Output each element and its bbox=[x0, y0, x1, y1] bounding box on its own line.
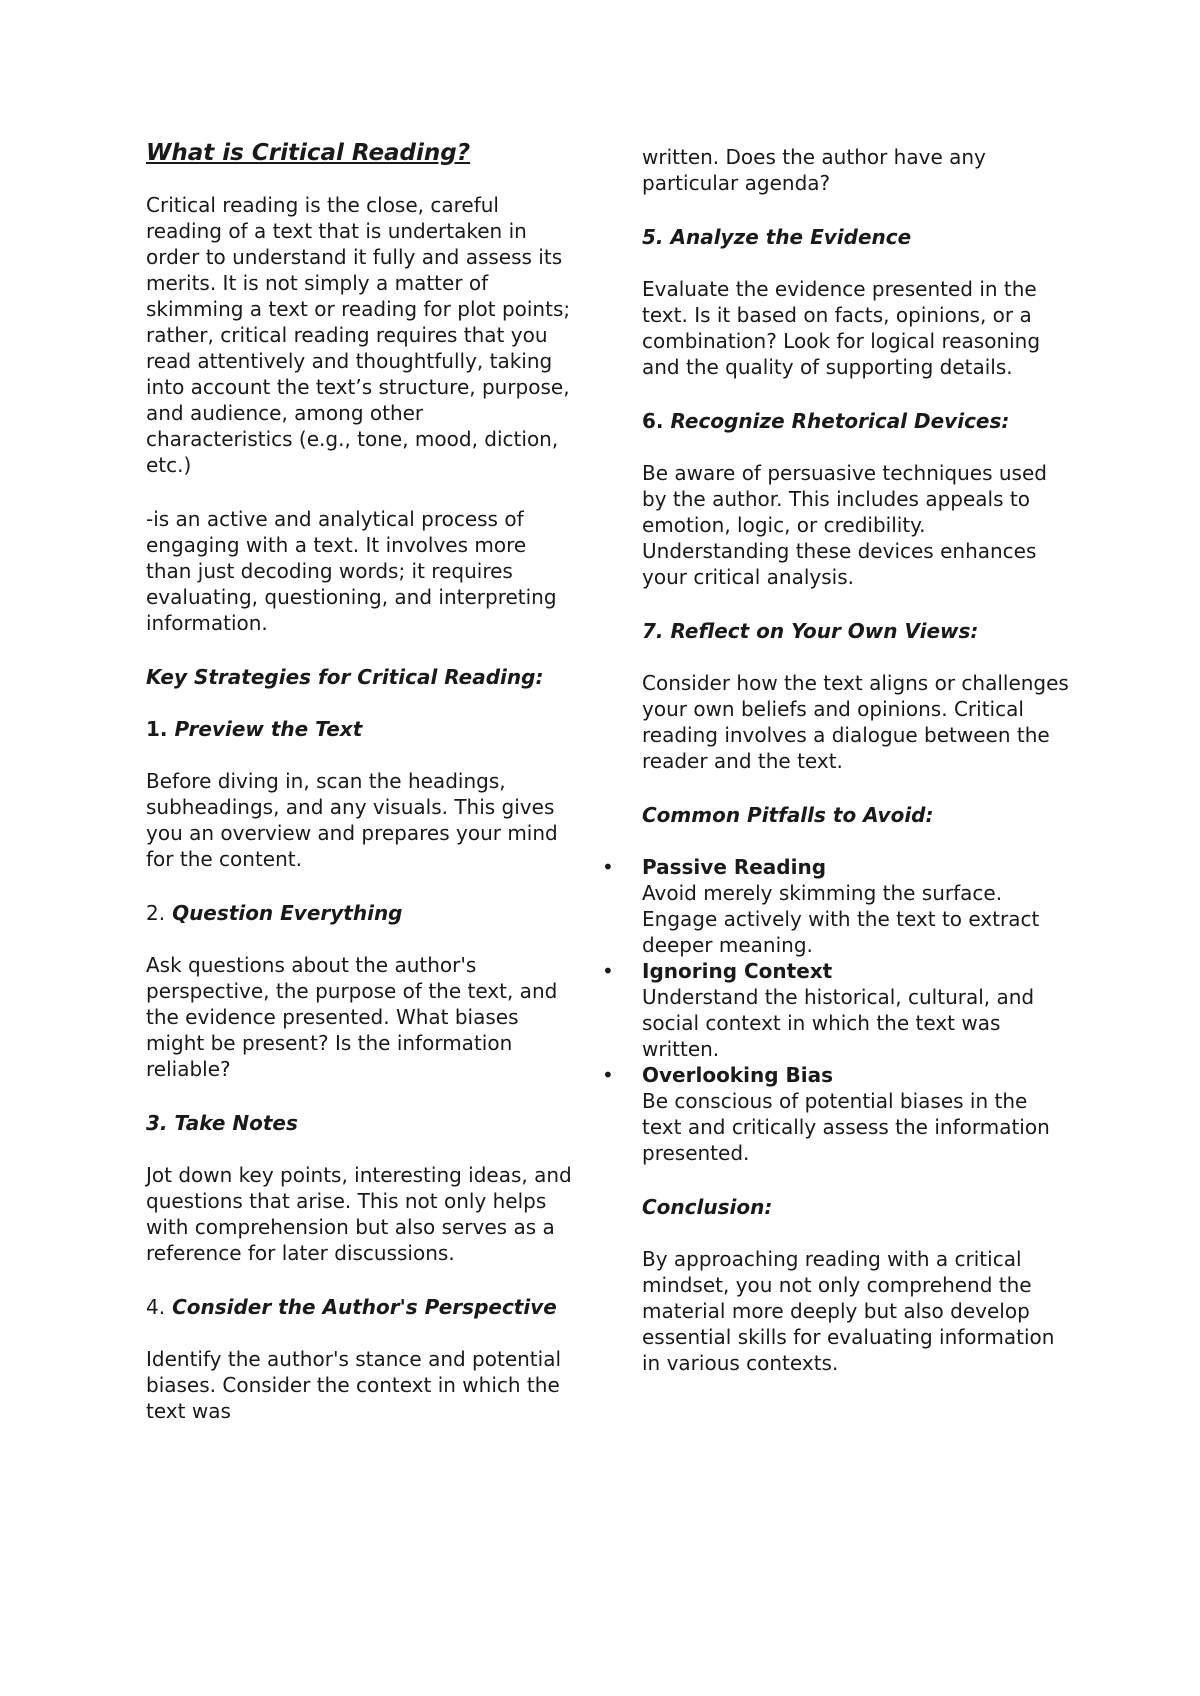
strategy-3-heading bbox=[146, 1110, 576, 1136]
strategy-1-title: Preview the Text bbox=[174, 717, 363, 741]
right-column bbox=[602, 144, 1072, 1404]
pitfall-term: Overlooking Bias bbox=[642, 1063, 833, 1087]
strategy-4-text-part2: written. Does the author have any particular agenda? bbox=[642, 145, 986, 195]
strategies-heading: Key Strategies for Critical Reading: bbox=[146, 665, 544, 689]
document-title: What is Critical Reading? bbox=[146, 140, 471, 166]
strategy-4-text-part1: Identify the author's stance and potential biases. Consider the context in which the text was bbox=[146, 1347, 562, 1423]
strategy-2-text: Ask questions about the author's perspective, the purpose of the text, and the evidence presented. What biases might be present? Is the information reliable? bbox=[146, 953, 558, 1081]
strategy-2-title: Question Everything bbox=[172, 901, 403, 925]
left-column bbox=[146, 140, 576, 1452]
strategy-7-heading bbox=[642, 618, 1072, 644]
list-item bbox=[602, 854, 1072, 958]
strategy-3-text: Jot down key points, interesting ideas, and questions that arise. This not only helps with comprehension but also serves as a reference for later discussions. bbox=[146, 1163, 572, 1265]
bullet-icon: • bbox=[602, 1063, 614, 1087]
strategy-6-number: 6. bbox=[642, 409, 664, 433]
bullet-icon: • bbox=[602, 959, 614, 983]
strategy-6-title: Recognize Rhetorical Devices: bbox=[670, 409, 1010, 433]
intro-paragraph-2: -is an active and analytical process of engaging with a text. It involves more than just decoding words; it requires evaluating, questioning, and interpreting information. bbox=[146, 507, 557, 635]
strategy-1-text: Before diving in, scan the headings, subheadings, and any visuals. This gives you an overview and prepares your mind for the content. bbox=[146, 769, 558, 871]
strategy-5-heading bbox=[642, 224, 1072, 250]
list-item bbox=[602, 958, 1072, 1062]
strategy-7-title: Reflect on Your Own Views: bbox=[670, 619, 979, 643]
bullet-icon: • bbox=[602, 855, 614, 879]
strategy-3-number: 3. bbox=[146, 1111, 168, 1135]
strategy-7-text: Consider how the text aligns or challenges your own beliefs and opinions. Critical reading involves a dialogue between the reader and the text. bbox=[642, 671, 1069, 773]
strategy-6-heading bbox=[642, 408, 1072, 434]
pitfall-description: Be conscious of potential biases in the text and critically assess the information presented. bbox=[642, 1089, 1050, 1165]
pitfall-term: Ignoring Context bbox=[642, 959, 833, 983]
pitfalls-heading: Common Pitfalls to Avoid: bbox=[642, 803, 934, 827]
strategy-2-heading bbox=[146, 900, 576, 926]
strategy-5-text: Evaluate the evidence presented in the text. Is it based on facts, opinions, or a combination? Look for logical reasoning and the quality of supporting details. bbox=[642, 277, 1041, 379]
strategy-5-number: 5. bbox=[642, 225, 664, 249]
strategy-4-title: Consider the Author's Perspective bbox=[172, 1295, 557, 1319]
conclusion-text: By approaching reading with a critical mindset, you not only comprehend the material more deeply but also develop essential skills for evaluating information in various contexts. bbox=[642, 1247, 1055, 1375]
strategy-2-number: 2. bbox=[146, 901, 166, 925]
strategy-4-heading bbox=[146, 1294, 576, 1320]
intro-paragraph-1: Critical reading is the close, careful reading of a text that is undertaken in order to understand it fully and assess its merits. It is not simply a matter of skimming a text or reading for plot points; rather, critical reading requires that you read attentively and thoughtfully, taking into account the text’s structure, purpose, and audience, among other characteristics (e.g., tone, mood, diction, etc.) bbox=[146, 193, 571, 477]
list-item bbox=[602, 1062, 1072, 1166]
pitfall-description: Avoid merely skimming the surface. Engage actively with the text to extract deeper meaning. bbox=[642, 881, 1040, 957]
strategy-6-text: Be aware of persuasive techniques used by the author. This includes appeals to emotion, logic, or credibility. Understanding these devices enhances your critical analysis. bbox=[642, 461, 1047, 589]
strategy-7-number: 7. bbox=[642, 619, 664, 643]
strategy-1-heading bbox=[146, 716, 576, 742]
pitfalls-list bbox=[602, 854, 1072, 1166]
strategy-1-number: 1. bbox=[146, 717, 168, 741]
conclusion-heading: Conclusion: bbox=[642, 1195, 773, 1219]
strategy-3-title: Take Notes bbox=[174, 1111, 298, 1135]
strategy-5-title: Analyze the Evidence bbox=[670, 225, 912, 249]
pitfall-term: Passive Reading bbox=[642, 855, 827, 879]
strategy-4-number: 4. bbox=[146, 1295, 166, 1319]
pitfall-description: Understand the historical, cultural, and social context in which the text was written. bbox=[642, 985, 1035, 1061]
